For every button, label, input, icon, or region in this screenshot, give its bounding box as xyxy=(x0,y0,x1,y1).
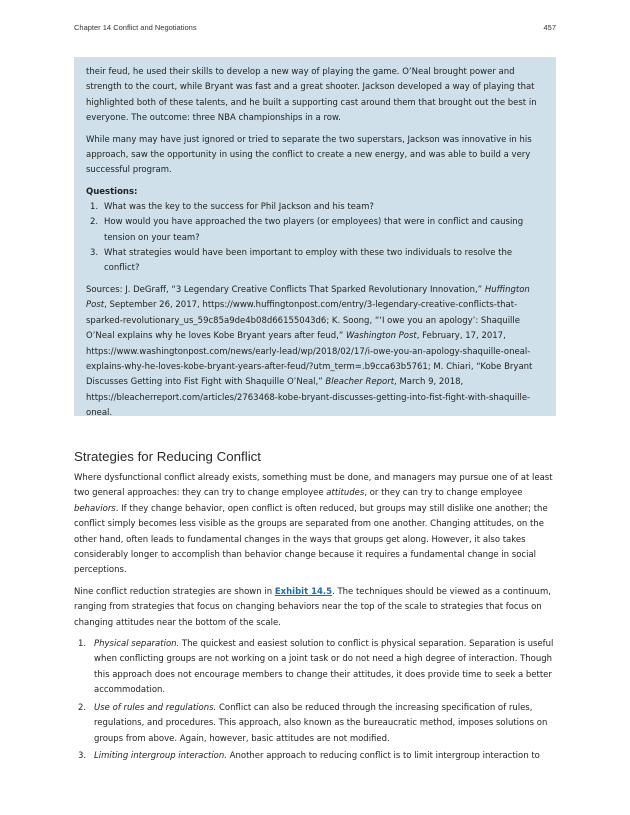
strategy-text: Conflict can also be reduced through the increasing specification of rules, regulations, and procedures. This approach, also known as the bureaucratic method, imposes solutions on groups from above. Again, however, basic attitudes are not modified. xyxy=(94,702,548,744)
page-header xyxy=(74,23,556,35)
source-text: , February, 17, 2017, https://www.washingtonpost.com/news/early-lead/wp/2018/02/17/i-owe-you-an-apology-shaquille-oneal-explains-why-he-loves-kobe-bryant-years-after-feud/?utm_term=.b9cca63b5761; M. Chiari, “Kobe Bryant Discusses Getting into Fist Fight with Shaquille O’Neal,” xyxy=(86,331,533,388)
body-text: . If they change behavior, open conflict is often reduced, but groups may still dislike one another; the conflict simply becomes less visible as the groups are separated from one another. Changing attitudes, on the other hand, often leads to fundamental changes in the ways that groups get along. However, it also takes considerably longer to accomplish than behavior change because it requires a fundamental change in social perceptions. xyxy=(74,503,548,576)
emphasis-attitudes: attitudes xyxy=(326,488,365,499)
strategy-term: Limiting intergroup interaction. xyxy=(94,750,227,761)
case-study-box xyxy=(74,57,556,419)
questions-heading: Questions: xyxy=(86,186,138,197)
questions-list xyxy=(86,200,544,277)
body-paragraph-2 xyxy=(74,585,558,631)
strategy-item xyxy=(74,701,558,747)
question-number: 2. xyxy=(90,217,99,228)
question-text: What was the key to the success for Phil Jackson and his team? xyxy=(104,201,374,212)
question-number: 1. xyxy=(90,201,99,212)
page-number: 457 xyxy=(543,23,556,32)
exhibit-link[interactable]: Exhibit 14.5 xyxy=(274,586,333,597)
source-publication: Bleacher Report xyxy=(325,377,395,388)
section-heading: Strategies for Reducing Conflict xyxy=(74,449,261,464)
sources-citation xyxy=(86,283,544,422)
source-text: , September 26, 2017, https://www.huffingtonpost.com/entry/3-legendary-creative-conflicts-that-sparked-revolutionary_us_59c85a9de4b08d66155043d6; K. Soong, “‘I owe you an apology’: Shaquille O’Neal explains why he loves Kobe Bryant years after feud,” xyxy=(86,300,521,342)
source-text: , March 9, 2018, https://bleacherreport.com/articles/2763468-kobe-bryant-discusses-getting-into-fist-fight-with-shaquille-oneal. xyxy=(86,377,531,419)
strategy-term: Physical separation. xyxy=(94,639,180,650)
strategy-text: Another approach to reducing conflict is to limit intergroup interaction to xyxy=(226,750,540,761)
source-publication: Washington Post xyxy=(345,331,417,342)
strategy-number: 1. xyxy=(78,639,87,650)
strategy-number: 3. xyxy=(78,750,87,761)
question-item xyxy=(86,246,544,277)
source-text: Sources: J. DeGraff, “3 Legendary Creative Conflicts That Sparked Revolutionary Innovation,” xyxy=(86,284,485,295)
question-text: What strategies would have been important to employ with these two individuals to resolve the conflict? xyxy=(104,248,513,274)
emphasis-behaviors: behaviors xyxy=(74,503,116,514)
body-text: Where dysfunctional conflict already exists, something must be done, and managers may pursue one of at least two general approaches: they can try to change employee xyxy=(74,473,553,499)
body-text: , or they can try to change employee xyxy=(364,488,523,499)
strategies-list xyxy=(74,637,558,764)
strategy-number: 2. xyxy=(78,702,87,713)
source-publication: Huffington Post xyxy=(86,284,530,311)
section-body xyxy=(74,471,558,766)
strategy-item xyxy=(74,749,558,764)
body-text: Nine conflict reduction strategies are shown in xyxy=(74,586,275,597)
strategy-item xyxy=(74,637,558,699)
question-number: 3. xyxy=(90,248,99,259)
strategy-text: The quickest and easiest solution to conflict is physical separation. Separation is useful when conflicting groups are not working on a joint task or do not need a high degree of interaction. Though this approach does not encourage members to change their attitudes, it does provide time to seek a better accommodation. xyxy=(94,639,554,696)
chapter-title: Chapter 14 Conflict and Negotiations xyxy=(74,23,197,32)
strategy-term: Use of rules and regulations. xyxy=(94,702,217,713)
question-item xyxy=(86,215,544,246)
body-text: . The techniques should be viewed as a continuum, ranging from strategies that focus on changing behaviors near the top of the scale to strategies that focus on changing attitudes near the bottom of the scale. xyxy=(74,586,551,628)
body-paragraph-1 xyxy=(74,471,558,579)
question-text: How would you have approached the two players (or employees) that were in conflict and causing tension on your team? xyxy=(104,217,524,243)
case-paragraph-1: their feud, he used their skills to develop a new way of playing the game. O’Neal brought power and strength to the court, while Bryant was fast and a great shooter. Jackson developed a way of playing that highlighted both of these talents, and he built a supporting cast around them that brought out the best in everyone. The outcome: three NBA championships in a row. xyxy=(86,67,537,124)
case-paragraph-2: While many may have just ignored or tried to separate the two superstars, Jackson was innovative in his approach, saw the opportunity in using the conflict to create a new energy, and was able to build a very successful program. xyxy=(86,134,532,176)
question-item xyxy=(86,200,544,215)
